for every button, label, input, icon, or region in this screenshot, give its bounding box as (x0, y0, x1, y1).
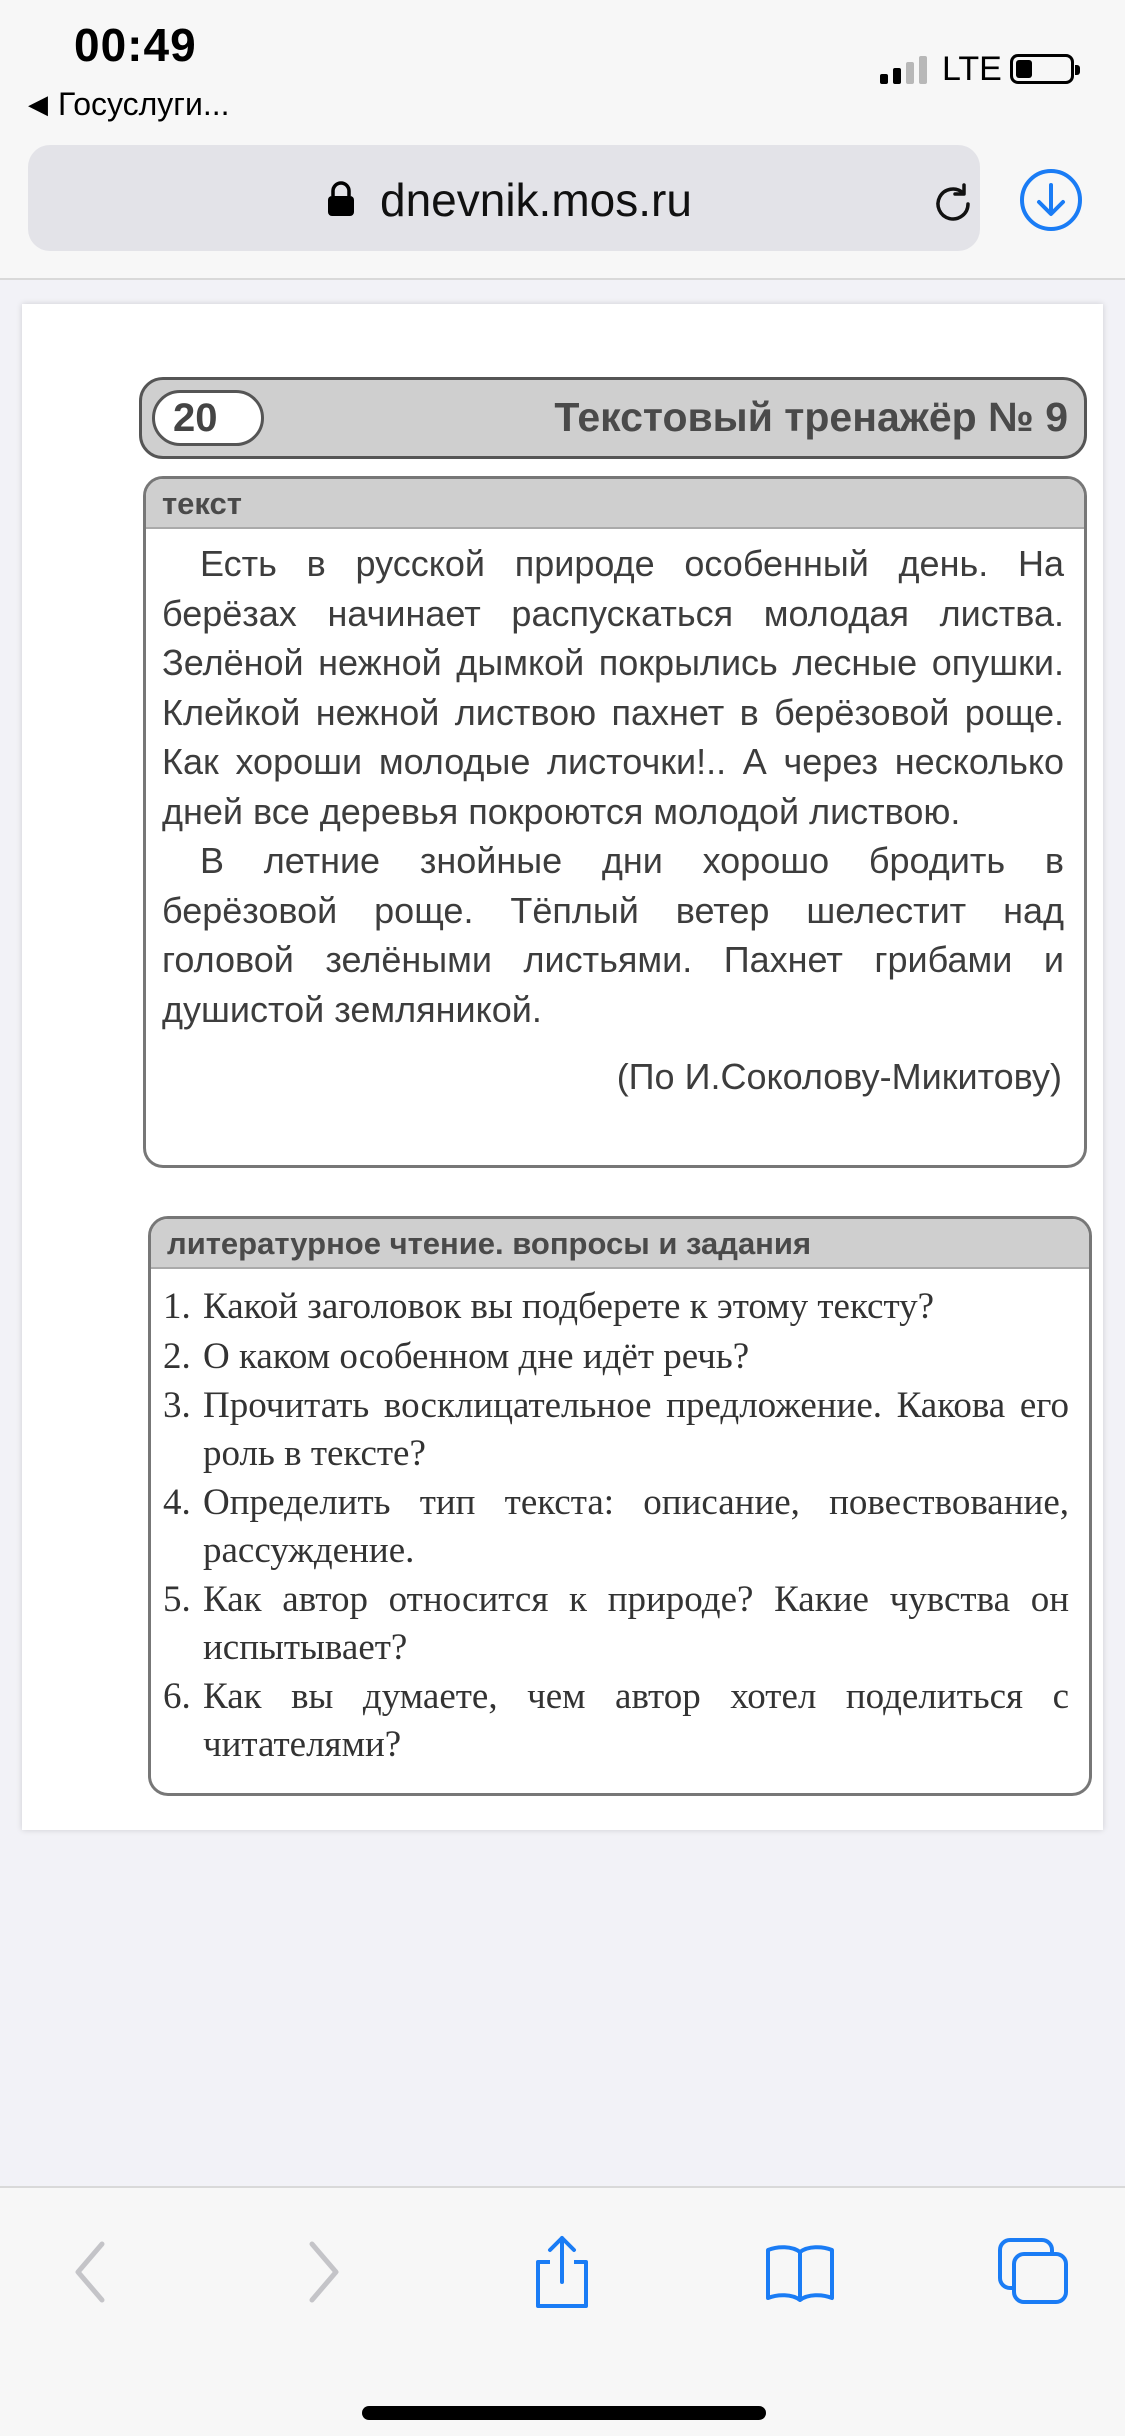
download-icon[interactable] (1018, 167, 1084, 233)
questions-list (151, 1269, 1089, 1768)
page-content (22, 304, 1103, 1830)
forward-button[interactable] (284, 2232, 364, 2312)
browser-address-area (0, 140, 1125, 280)
question-item (163, 1382, 1069, 1477)
signal-strength-icon (880, 52, 927, 84)
question-item (163, 1283, 1069, 1331)
question-number: 2. (163, 1335, 191, 1377)
question-number: 5. (163, 1579, 191, 1620)
page-title: Текстовый тренажёр № 9 (554, 394, 1068, 440)
status-time: 00:49 (74, 19, 197, 71)
url-domain: dnevnik.mos.ru (380, 174, 692, 226)
network-type: LTE (942, 50, 1002, 88)
page-number: 20 (152, 390, 264, 446)
question-number: 6. (163, 1676, 191, 1717)
lock-icon (326, 181, 356, 217)
share-icon (530, 2234, 594, 2310)
question-number: 4. (163, 1482, 191, 1523)
question-text: О каком особенном дне идёт речь? (203, 1335, 750, 1377)
back-to-app-link[interactable] (28, 86, 230, 123)
question-item (163, 1333, 1069, 1381)
back-button[interactable] (50, 2232, 130, 2312)
question-item (163, 1673, 1069, 1768)
question-text: Определить тип текста: описание, повествование, рассуждение. (203, 1482, 1069, 1571)
text-body (146, 529, 1084, 1034)
browser-toolbar (0, 2186, 1125, 2436)
question-number: 3. (163, 1385, 191, 1426)
text-author: (По И.Соколову-Микитову) (616, 1056, 1062, 1097)
question-number: 1. (163, 1286, 191, 1327)
tabs-icon (996, 2236, 1072, 2308)
question-text: Как автор относится к природе? Какие чувства он испытывает? (203, 1579, 1069, 1668)
question-item (163, 1576, 1069, 1671)
question-text: Как вы думаете, чем автор хотел поделиться с читателями? (203, 1676, 1069, 1765)
back-triangle-icon: ◀ (28, 89, 48, 119)
tabs-button[interactable] (994, 2232, 1074, 2312)
question-item (163, 1479, 1069, 1574)
question-text: Прочитать восклицательное предложение. Какова его роль в тексте? (203, 1385, 1069, 1474)
battery-icon (1010, 54, 1074, 84)
text-paragraph: Есть в русской природе особенный день. На берёзах начинает распускаться молодая листва. Зелёной нежной дымкой покрылись лесные опушки. Клейкой нежной листвою пахнет в берёзовой роще. Как хороши молодые листочки!.. А через несколько дней все деревья покроются молодой листвою. (162, 543, 1064, 832)
bookmarks-button[interactable] (760, 2232, 840, 2312)
question-text: Какой заголовок вы подберете к этому тексту? (203, 1286, 935, 1327)
questions-section (148, 1216, 1092, 1796)
address-bar[interactable] (28, 145, 980, 251)
status-bar (0, 0, 1125, 140)
page-header (139, 377, 1087, 459)
share-button[interactable] (522, 2232, 602, 2312)
text-paragraph: В летние знойные дни хорошо бродить в берёзовой роще. Тёплый ветер шелестит над головой зелёными листьями. Пахнет грибами и душистой земляникой. (162, 840, 1064, 1030)
book-icon (764, 2240, 836, 2304)
chevron-left-icon (70, 2240, 110, 2304)
back-app-label: Госуслуги... (58, 86, 230, 122)
questions-section-label: литературное чтение. вопросы и задания (151, 1219, 1089, 1269)
reload-icon[interactable] (928, 179, 978, 229)
chevron-right-icon (304, 2240, 344, 2304)
home-indicator[interactable] (362, 2406, 766, 2420)
text-section-label: текст (146, 479, 1084, 529)
text-section (143, 476, 1087, 1168)
